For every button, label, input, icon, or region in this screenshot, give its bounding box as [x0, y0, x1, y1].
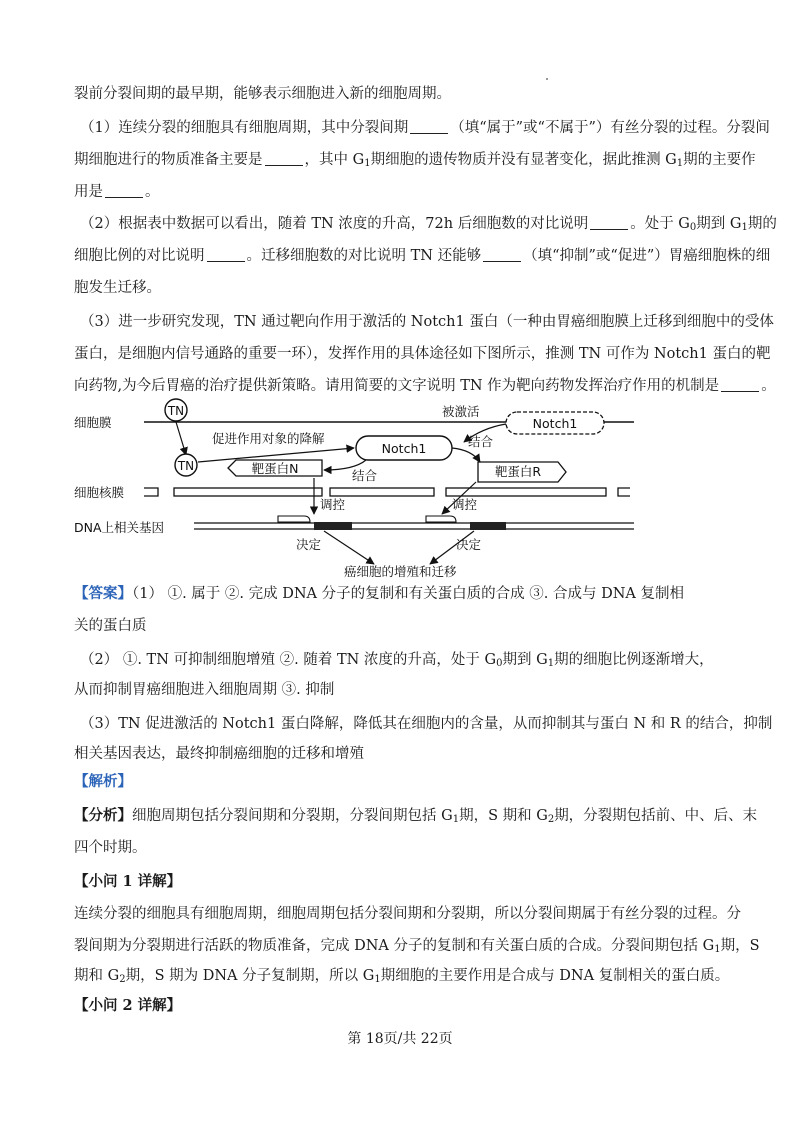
gene-segment-right [470, 522, 506, 530]
tn-label-inner: TN [177, 459, 195, 473]
activated-label: 被激活 [442, 404, 480, 419]
tn-label-outer: TN [167, 404, 185, 418]
bind-r-arrow [452, 448, 480, 462]
regulator-protein-left [278, 516, 310, 522]
answer-blank [105, 183, 143, 198]
text-line: 用是 。 [74, 184, 160, 200]
degrade-label: 促进作用对象的降解 [212, 431, 325, 446]
answer-line: 从而抑制胃癌细胞进入细胞周期 ③. 抑制 [74, 682, 335, 698]
regulator-protein-right [426, 516, 456, 522]
text-line: 胞发生迁移。 [74, 280, 161, 296]
nuclear-membrane-label: 细胞核膜 [74, 485, 125, 500]
text-line: 期细胞进行的物质准备主要是 ，其中 $G_1$期细胞的遗传物质并没有显著变化，据此推测 $G_1$期的主要作 [74, 152, 756, 169]
page-footer: 第 18页/共 22页 [347, 1031, 453, 1047]
analysis-line: 期和 $G_2$期，S 期为 DNA 分子复制期，所以 $G_1$期细胞的主要作用是合成与 DNA 复制相关的蛋白质。 [74, 968, 730, 985]
answer-line: （2） ①. TN 可抑制细胞增殖 ②. 随着 TN 浓度的升高，处于 $G_0$期到 $G_1$期的细胞比例逐渐增大， [80, 652, 714, 669]
subquestion-1-heading: 【小问 1 详解】 [74, 873, 182, 890]
notch1-cytoplasm-label: Notch1 [381, 441, 427, 456]
answer-blank [590, 215, 628, 230]
answer-blank [207, 247, 245, 262]
bind-n-label: 结合 [352, 468, 378, 483]
nuclear-membrane [144, 488, 630, 496]
regulate-left-label: 调控 [320, 497, 346, 512]
answer-line: 关的蛋白质 [74, 618, 147, 634]
answer-blank [265, 151, 303, 166]
question-1-line: （1）连续分裂的细胞具有细胞周期，其中分裂间期 （填“属于”或“不属于”）有丝分裂的过程。分裂间 [80, 120, 770, 136]
notch1-pathway-diagram [74, 398, 674, 578]
answer-line: （3）TN 促进激活的 Notch1 蛋白降解，降低其在细胞内的含量，从而抑制其与蛋白 N 和 R 的结合，抑制 [80, 716, 773, 732]
answer-blank [483, 247, 521, 262]
answer-blank [410, 119, 448, 134]
result-label: 癌细胞的增殖和迁移 [344, 564, 457, 578]
text-line: 蛋白，是细胞内信号通路的重要一环），发挥作用的具体途径如下图所示，推测 TN 可作为 Notch1 蛋白的靶 [74, 346, 771, 362]
subquestion-2-heading: 【小问 2 详解】 [74, 997, 182, 1014]
regulate-right-label: 调控 [452, 497, 478, 512]
question-2-line: （2）根据表中数据可以看出，随着 TN 浓度的升高，72h 后细胞数的对比说明 。处于 $G_0$期到 $G_1$期的 [80, 216, 777, 233]
notch1-membrane-label: Notch1 [532, 416, 578, 431]
target-r-label: 靶蛋白R [494, 464, 542, 479]
analysis-line: 【分析】细胞周期包括分裂间期和分裂期，分裂间期包括 $G_1$期，S 期和 $G_2$期，分裂期包括前、中、后、末 [74, 807, 758, 825]
decide-right-label: 决定 [456, 537, 482, 552]
answer-line: 相关基因表达，最终抑制癌细胞的迁移和增殖 [74, 746, 364, 762]
bind-r-label: 结合 [468, 434, 494, 449]
answer-line: 【答案】（1） ①. 属于 ②. 完成 DNA 分子的复制和有关蛋白质的合成 ③. 合成与 DNA 复制相 [74, 585, 684, 602]
decide-left-label: 决定 [296, 537, 322, 552]
speck [546, 78, 548, 80]
dna-gene-label: DNA上相关基因 [74, 520, 165, 535]
cell-membrane-label: 细胞膜 [74, 415, 112, 430]
analysis-line: 裂间期为分裂期进行活跃的物质准备，完成 DNA 分子的复制和有关蛋白质的合成。分裂间期包括 $G_1$期，S [74, 938, 760, 955]
text-line: 裂前分裂间期的最早期，能够表示细胞进入新的细胞周期。 [74, 86, 451, 102]
analysis-line: 四个时期。 [74, 840, 147, 856]
target-n-label: 靶蛋白N [251, 461, 299, 476]
gene-segment-left [314, 522, 352, 530]
decide-arrow-left [324, 531, 374, 564]
tn-entry-arrow [176, 422, 186, 455]
answer-blank [721, 377, 759, 392]
question-3-line: （3）进一步研究发现，TN 通过靶向作用于激活的 Notch1 蛋白（一种由胃癌细胞膜上迁移到细胞中的受体 [80, 314, 774, 330]
analysis-line: 连续分裂的细胞具有细胞周期，细胞周期包括分裂间期和分裂期，所以分裂间期属于有丝分裂的过程。分 [74, 906, 741, 922]
analysis-heading: 【解析】 [74, 773, 132, 790]
text-line: 向药物,为今后胃癌的治疗提供新策略。请用简要的文字说明 TN 作为靶向药物发挥治疗作用的机制是 。 [74, 378, 776, 394]
text-line: 细胞比例的对比说明 。迁移细胞数的对比说明 TN 还能够 （填“抑制”或“促进”）胃癌细胞株的细 [74, 248, 771, 264]
